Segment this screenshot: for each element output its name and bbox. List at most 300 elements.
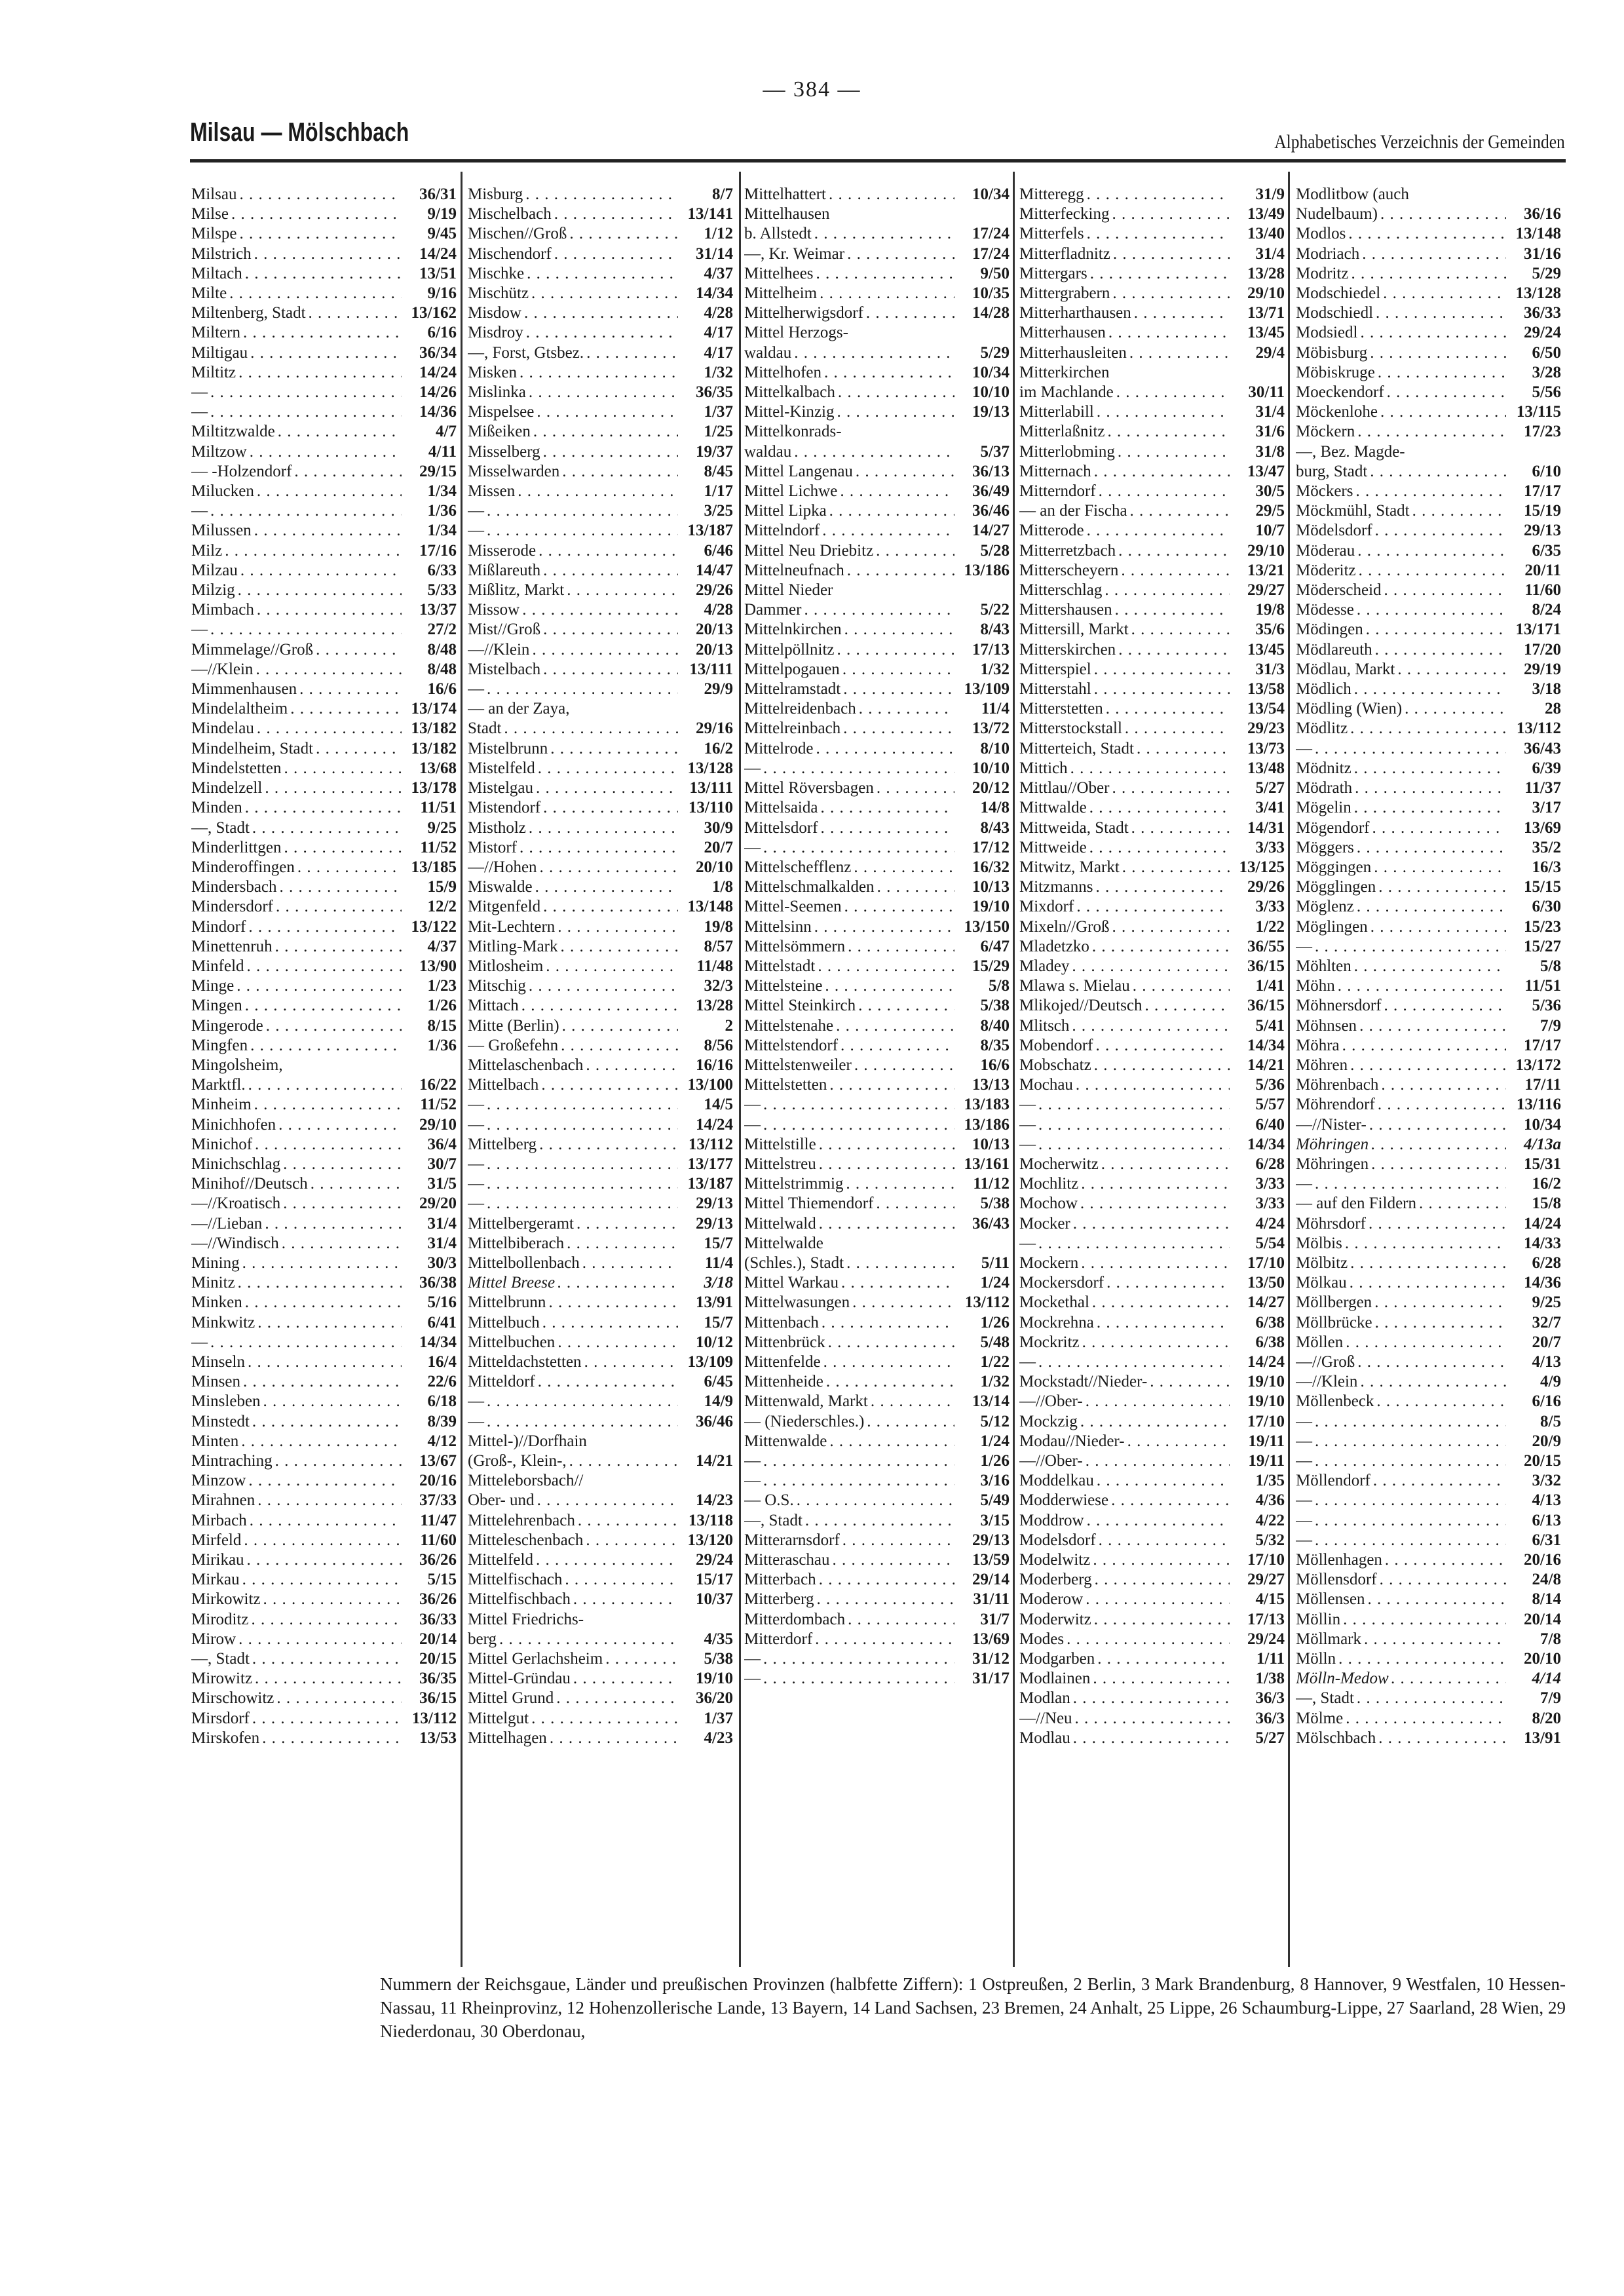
index-entry	[744, 303, 1010, 323]
place-name: Mittelhagen	[468, 1729, 550, 1747]
index-entry	[468, 1590, 733, 1609]
index-entry	[468, 343, 733, 363]
region-reference: 10/34	[1506, 1115, 1561, 1135]
index-entry	[744, 798, 1010, 818]
index-entry	[744, 1135, 1010, 1155]
column-divider	[461, 172, 463, 1967]
place-name: Mitterberg	[744, 1590, 816, 1608]
region-reference: 13/185	[402, 858, 457, 877]
region-reference: 8/48	[402, 640, 457, 660]
region-reference: 1/22	[954, 1352, 1010, 1372]
region-reference: 19/10	[678, 1669, 733, 1689]
index-entry	[468, 1689, 733, 1708]
place-name: Mittelwasungen	[744, 1293, 852, 1311]
region-reference: 11/48	[678, 957, 733, 976]
place-name: Misken	[468, 364, 519, 381]
index-entry	[191, 1432, 457, 1451]
place-name: Mirikau	[191, 1551, 247, 1569]
index-entry	[468, 620, 733, 640]
place-name: — an der Fischa	[1019, 502, 1130, 520]
place-name: Mochow	[1019, 1195, 1080, 1212]
index-entry	[468, 1135, 733, 1155]
place-name: Mirkowitz	[191, 1590, 263, 1608]
region-reference: 14/34	[678, 284, 733, 303]
index-entry	[468, 778, 733, 798]
place-name: Mittel-)//Dorfhain (Groß-, Klein-,	[468, 1432, 587, 1470]
index-entry	[744, 521, 1010, 541]
index-entry	[744, 818, 1010, 838]
index-entry	[1019, 1214, 1285, 1234]
region-reference: 13/122	[402, 917, 457, 937]
region-reference: 16/32	[954, 858, 1010, 877]
region-reference: 31/12	[954, 1649, 1010, 1669]
region-reference: 16/3	[1506, 858, 1561, 877]
place-name: Mittelneufnach	[744, 562, 847, 579]
place-name: Mockrehna	[1019, 1314, 1097, 1331]
place-name: Mitterlaßnitz	[1019, 423, 1108, 440]
region-reference: 29/24	[1230, 1630, 1285, 1649]
place-name: Mittelschefflenz	[744, 858, 854, 876]
index-entry	[191, 363, 457, 383]
region-reference: 5/37	[954, 442, 1010, 462]
place-name: Möllenbeck	[1296, 1392, 1376, 1410]
index-entry	[1296, 363, 1561, 383]
region-reference: 19/8	[678, 917, 733, 937]
place-name: — (Niederschles.)	[744, 1413, 867, 1430]
index-entry	[1296, 581, 1561, 600]
region-reference: 12/2	[402, 897, 457, 917]
index-entry	[191, 204, 457, 224]
region-reference: 4/13a	[1506, 1135, 1561, 1155]
index-entry	[1296, 1550, 1561, 1570]
place-name: Mischelbach	[468, 205, 554, 223]
place-name: Mirahnen	[191, 1491, 257, 1509]
region-reference: 3/17	[1506, 798, 1561, 818]
place-name: —	[1019, 1096, 1038, 1113]
index-entry	[468, 501, 733, 521]
region-reference: 16/2	[1506, 1174, 1561, 1194]
index-entry	[744, 877, 1010, 897]
place-name: Milzig	[191, 581, 238, 599]
place-name: Mögglingen	[1296, 878, 1378, 896]
place-name: Mitterretzbach	[1019, 542, 1118, 560]
place-name: Mittelstadt	[744, 957, 818, 975]
region-reference: 8/7	[678, 185, 733, 204]
region-reference: 4/14	[1506, 1669, 1561, 1689]
place-name: Mittersill, Markt	[1019, 621, 1131, 638]
region-reference: 36/38	[402, 1273, 457, 1293]
index-entry	[468, 1056, 733, 1075]
region-reference: 29/10	[1230, 541, 1285, 561]
place-name: Modelsdorf	[1019, 1531, 1099, 1549]
region-reference: 13/53	[402, 1729, 457, 1748]
region-reference: 1/26	[954, 1451, 1010, 1471]
region-reference: 8/24	[1506, 600, 1561, 620]
place-name: Misselberg	[468, 443, 543, 461]
place-name: Mirsdorf	[191, 1710, 252, 1727]
place-name: Mitterskirchen	[1019, 641, 1118, 659]
place-name: Mittergars	[1019, 265, 1090, 282]
region-reference: 6/30	[1506, 897, 1561, 917]
index-entry	[468, 1234, 733, 1253]
region-reference: 13/183	[954, 1095, 1010, 1115]
place-name: Mobschatz	[1019, 1056, 1094, 1074]
region-reference: 6/38	[1230, 1333, 1285, 1352]
region-reference: 13/128	[678, 759, 733, 778]
region-reference: 8/43	[954, 818, 1010, 838]
index-entry	[1019, 1491, 1285, 1510]
place-name: Modlainen	[1019, 1670, 1093, 1687]
place-name: Mittach	[468, 997, 521, 1014]
index-entry	[1019, 1451, 1285, 1471]
place-name: Möllbrücke	[1296, 1314, 1375, 1331]
page-number: — 384 —	[763, 77, 861, 102]
index-entry	[191, 1649, 457, 1669]
index-entry	[468, 1075, 733, 1095]
region-reference: 5/16	[402, 1293, 457, 1312]
place-name: Mitzmanns	[1019, 878, 1096, 896]
place-name: Mimmelage//Groß	[191, 641, 316, 659]
place-name: Mittelreidenbach	[744, 700, 859, 718]
place-name: Mittenfelde	[744, 1353, 823, 1371]
index-entry	[1019, 679, 1285, 699]
place-name: Minihof//Deutsch	[191, 1175, 311, 1193]
place-name: Mittelrode	[744, 740, 816, 757]
region-reference: 9/25	[402, 818, 457, 838]
place-name: Mochlitz	[1019, 1175, 1081, 1193]
region-reference: 1/23	[402, 976, 457, 996]
index-entry	[744, 1511, 1010, 1531]
index-entry	[191, 482, 457, 501]
index-column-2	[468, 185, 733, 1748]
region-reference: 14/9	[678, 1392, 733, 1411]
place-name: Mitteleschenbach	[468, 1531, 586, 1549]
region-reference: 13/148	[1506, 224, 1561, 244]
index-entry	[468, 442, 733, 462]
region-reference: 36/3	[1230, 1689, 1285, 1708]
place-name: —	[744, 1670, 763, 1687]
place-name: Mittel Breese	[468, 1274, 557, 1292]
region-reference: 13/110	[678, 798, 733, 818]
index-entry	[191, 1313, 457, 1333]
region-reference: 13/186	[954, 561, 1010, 581]
index-entry	[744, 581, 1010, 620]
place-name: Mögendorf	[1296, 819, 1372, 837]
region-reference: 13/187	[678, 521, 733, 541]
place-name: —, Stadt	[744, 1512, 805, 1529]
index-entry	[1296, 1075, 1561, 1095]
index-entry	[191, 323, 457, 343]
place-name: Mitwitz, Markt	[1019, 858, 1122, 876]
index-entry	[191, 1412, 457, 1432]
place-name: —	[1296, 1452, 1315, 1470]
region-reference: 1/37	[678, 1709, 733, 1729]
place-name: Mittelsdorf	[744, 819, 821, 837]
place-name: —	[1296, 1491, 1315, 1509]
place-name: Mirow	[191, 1630, 238, 1648]
index-entry	[744, 204, 1010, 244]
place-name: —//Klein	[191, 660, 255, 678]
region-reference: 10/34	[954, 185, 1010, 204]
index-entry	[1019, 244, 1285, 264]
index-entry	[1019, 778, 1285, 798]
region-reference: 14/5	[678, 1095, 733, 1115]
region-reference: 28	[1506, 699, 1561, 719]
place-name: Mirbach	[191, 1512, 250, 1529]
place-name: Modschiedel	[1296, 284, 1383, 302]
region-reference: 29/9	[678, 679, 733, 699]
place-name: Möllin	[1296, 1611, 1343, 1628]
index-entry	[1296, 1036, 1561, 1056]
index-entry	[744, 1194, 1010, 1214]
index-entry	[191, 224, 457, 244]
place-name: Mockethal	[1019, 1293, 1092, 1311]
index-entry	[468, 244, 733, 264]
place-name: Möderscheid	[1296, 581, 1384, 599]
place-name: Mistendorf	[468, 799, 543, 816]
index-entry	[1296, 402, 1561, 422]
index-entry	[1296, 1669, 1561, 1689]
place-name: Modsiedl	[1296, 324, 1360, 341]
place-name: Mittweide	[1019, 839, 1089, 856]
place-name: Mirschowitz	[191, 1689, 276, 1707]
index-entry	[1296, 1352, 1561, 1372]
region-reference: 17/16	[402, 541, 457, 561]
column-divider	[1288, 172, 1290, 1967]
index-entry	[1019, 1550, 1285, 1570]
region-reference: 14/26	[402, 383, 457, 402]
region-reference: 31/4	[402, 1234, 457, 1253]
region-reference: 1/36	[402, 1036, 457, 1056]
index-entry	[1296, 1293, 1561, 1312]
index-entry	[744, 1590, 1010, 1609]
region-reference: 13/45	[1230, 323, 1285, 343]
index-entry	[468, 323, 733, 343]
province-legend-footnote: Nummern der Reichsgaue, Länder und preußischen Provinzen (halbfette Ziffern): 1 Ostpreußen, 2 Berlin, 3 Mark Brandenburg, 8 Hannover, 9 Westfalen, 10 Hessen-Nassau, 11 Rheinprovinz, 12 Hohenzollerische Lande, 13 Bayern, 14 Land Sachsen, 23 Bremen, 24 Anhalt, 25 Lippe, 26 Schaumburg-Lippe, 27 Saarland, 28 Wien, 29 Niederdonau, 30 Oberdonau,	[380, 1974, 1566, 2041]
index-entry	[744, 759, 1010, 778]
place-name: Mitterkirchen im Machlande	[1019, 364, 1116, 401]
region-reference: 4/17	[678, 323, 733, 343]
region-reference: 3/18	[1506, 679, 1561, 699]
index-entry	[191, 1511, 457, 1531]
index-entry	[468, 1412, 733, 1432]
index-entry	[191, 1333, 457, 1352]
index-entry	[468, 1352, 733, 1372]
index-entry	[1019, 1293, 1285, 1312]
region-reference: 13/109	[678, 1352, 733, 1372]
region-reference: 14/23	[678, 1491, 733, 1510]
region-reference: 16/16	[678, 1056, 733, 1075]
region-reference: 31/4	[1230, 244, 1285, 264]
place-name: Modes	[1019, 1630, 1067, 1648]
index-entry	[1296, 343, 1561, 363]
region-reference: 29/26	[678, 581, 733, 600]
place-name: —	[191, 403, 210, 421]
place-name: Möhn	[1296, 977, 1338, 995]
place-name: —	[744, 759, 763, 777]
region-reference: 36/43	[1506, 739, 1561, 759]
index-entry	[1019, 1570, 1285, 1590]
index-entry	[1296, 1056, 1561, 1075]
region-reference: 4/11	[402, 442, 457, 462]
index-entry	[1019, 402, 1285, 422]
region-reference: 36/31	[402, 185, 457, 204]
index-entry	[1296, 858, 1561, 877]
index-entry	[1296, 501, 1561, 521]
place-name: Möhringen	[1296, 1155, 1371, 1173]
place-name: Milucken	[191, 482, 257, 500]
region-reference: 1/41	[1230, 976, 1285, 996]
region-reference: 1/24	[954, 1432, 1010, 1451]
region-reference: 13/67	[402, 1451, 457, 1471]
index-column-5	[1296, 185, 1561, 1748]
place-name: Modelwitz	[1019, 1551, 1093, 1569]
region-reference: 15/31	[1506, 1155, 1561, 1174]
index-entry	[191, 1689, 457, 1708]
place-name: —	[468, 1155, 487, 1173]
index-entry	[744, 402, 1010, 422]
index-entry	[1019, 1333, 1285, 1352]
region-reference: 36/35	[678, 383, 733, 402]
region-reference: 31/3	[1230, 660, 1285, 679]
index-entry	[191, 719, 457, 738]
index-entry	[1296, 1135, 1561, 1155]
index-entry	[1019, 1729, 1285, 1748]
index-entry	[744, 1095, 1010, 1115]
place-name: Mitgenfeld	[468, 898, 543, 915]
region-reference: 13/59	[954, 1550, 1010, 1570]
region-reference: 24/8	[1506, 1570, 1561, 1590]
region-reference: 6/46	[678, 541, 733, 561]
index-entry	[468, 1194, 733, 1214]
place-name: Mockzig	[1019, 1413, 1080, 1430]
place-name: Mitterscheyern	[1019, 562, 1121, 579]
region-reference: 13/21	[1230, 561, 1285, 581]
index-entry	[191, 1669, 457, 1689]
place-name: Miswalde	[468, 878, 535, 896]
index-entry	[1019, 976, 1285, 996]
place-name: Mittergrabern	[1019, 284, 1112, 302]
region-reference: 13/116	[1506, 1095, 1561, 1115]
place-name: Mittel Herzogs- waldau	[744, 324, 848, 362]
index-entry	[1296, 303, 1561, 323]
region-reference: 16/2	[678, 739, 733, 759]
region-reference: 14/31	[1230, 818, 1285, 838]
place-name: Möhnersdorf	[1296, 997, 1384, 1014]
index-entry	[744, 1451, 1010, 1471]
place-name: Mitternach	[1019, 463, 1094, 480]
index-entry	[1019, 303, 1285, 323]
place-name: Mödingen	[1296, 621, 1366, 638]
index-entry	[1019, 719, 1285, 738]
index-entry	[468, 1333, 733, 1352]
place-name: Mölschbach	[1296, 1729, 1378, 1747]
region-reference: 13/50	[1230, 1273, 1285, 1293]
index-entry	[468, 739, 733, 759]
index-entry	[1296, 1590, 1561, 1609]
region-reference: 17/10	[1230, 1253, 1285, 1273]
place-name: Mittel-Seemen	[744, 898, 844, 915]
region-reference: 36/15	[1230, 957, 1285, 976]
place-name: Möggingen	[1296, 858, 1374, 876]
place-name: Mittel Langenau	[744, 463, 856, 480]
place-name: —	[744, 839, 763, 856]
index-entry	[191, 759, 457, 778]
index-entry	[191, 185, 457, 204]
index-entry	[744, 1669, 1010, 1689]
index-entry	[191, 1471, 457, 1491]
region-reference: 13/58	[1230, 679, 1285, 699]
index-entry	[1019, 1610, 1285, 1630]
index-entry	[1019, 363, 1285, 402]
index-entry	[1019, 581, 1285, 600]
region-reference: 11/12	[954, 1174, 1010, 1194]
place-name: Mischke	[468, 265, 527, 282]
place-name: Möllenhagen	[1296, 1551, 1385, 1569]
place-name: Mittelwald	[744, 1215, 819, 1233]
region-reference: 1/32	[678, 363, 733, 383]
index-entry	[744, 957, 1010, 976]
region-reference: 4/15	[1230, 1590, 1285, 1609]
place-name: — Großefehn	[468, 1037, 561, 1054]
place-name: Mittweida, Stadt	[1019, 819, 1131, 837]
region-reference: 14/33	[1506, 1234, 1561, 1253]
region-reference: 5/41	[1230, 1016, 1285, 1036]
place-name: Mindelheim, Stadt	[191, 740, 316, 757]
index-entry	[468, 1036, 733, 1056]
index-entry	[191, 561, 457, 581]
region-reference: 13/14	[954, 1392, 1010, 1411]
region-reference: 13/161	[954, 1155, 1010, 1174]
region-reference: 13/71	[1230, 303, 1285, 323]
region-reference: 19/37	[678, 442, 733, 462]
region-reference: 5/36	[1230, 1075, 1285, 1095]
index-entry	[1019, 1194, 1285, 1214]
place-name: Minsleben	[191, 1392, 263, 1410]
index-entry	[1296, 1016, 1561, 1036]
place-name: Moderow	[1019, 1590, 1086, 1608]
index-entry	[1296, 838, 1561, 858]
place-name: Mödling (Wien)	[1296, 700, 1405, 718]
index-entry	[1296, 1511, 1561, 1531]
column-divider	[739, 172, 741, 1967]
region-reference: 9/25	[1506, 1293, 1561, 1312]
place-name: Möckern	[1296, 423, 1357, 440]
region-reference: 30/11	[1230, 383, 1285, 402]
index-entry	[744, 1471, 1010, 1491]
region-reference: 1/11	[1230, 1649, 1285, 1669]
region-reference: 29/5	[1230, 501, 1285, 521]
index-entry	[1019, 1036, 1285, 1056]
region-reference: 17/10	[1230, 1412, 1285, 1432]
place-name: —	[191, 1333, 210, 1351]
place-name: —	[1296, 1175, 1315, 1193]
region-reference: 20/11	[1506, 561, 1561, 581]
region-reference: 5/11	[954, 1253, 1010, 1273]
region-reference: 30/7	[402, 1155, 457, 1174]
place-name: Mödlau, Markt	[1296, 660, 1397, 678]
index-entry	[1296, 1630, 1561, 1649]
place-name: Mittelbiberach	[468, 1234, 567, 1252]
index-entry	[744, 778, 1010, 798]
index-entry	[744, 462, 1010, 482]
index-entry	[744, 185, 1010, 204]
region-reference: 3/33	[1230, 1194, 1285, 1214]
index-entry	[744, 897, 1010, 917]
place-name: — -Holzendorf	[191, 463, 294, 480]
place-name: Milussen	[191, 522, 254, 539]
place-name: Mittelhausen b. Allstedt	[744, 205, 830, 243]
